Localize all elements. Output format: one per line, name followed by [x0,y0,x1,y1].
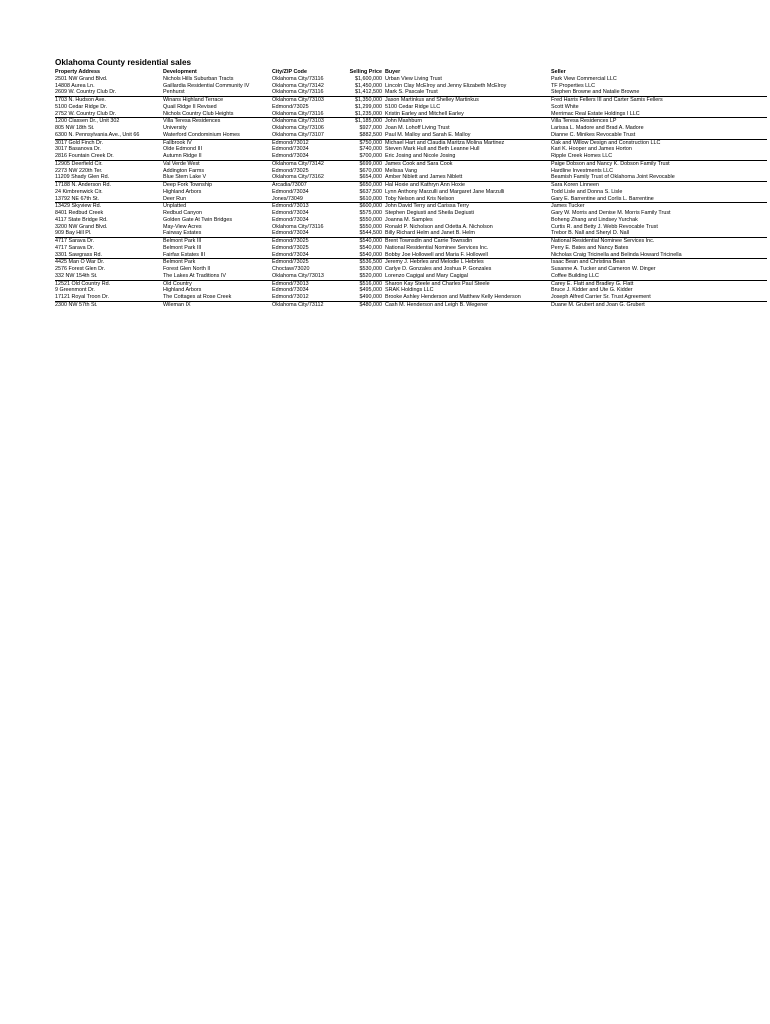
cell-property-address: 9 Greenmont Dr. [55,287,95,294]
cell-city-zip: Edmond/73034 [272,216,309,223]
cell-city-zip: Oklahoma City/73142 [272,160,324,167]
cell-buyer: Joanna M. Samples [385,216,433,223]
cell-development: Olde Edmond III [163,146,202,153]
cell-buyer: Toby Nelson and Kris Nelson [385,196,551,203]
cell-development: Belmont Park III [163,244,202,251]
cell-seller: Susanne A. Tucker and Cameron W. Dinger [551,266,656,272]
cell-buyer: Mark S. Pascale Trust [385,89,551,96]
cell-seller: Villa Teresa Residences LP [551,118,617,125]
cell-seller: Hardline Investments LLC [551,167,614,174]
cell-seller: Nicholas Craig Tricinella and Belinda Howard Tricinella [551,252,767,259]
cell-development: Penhurst [163,89,272,96]
cell-buyer: Steven Mark Hull and Beth Leanne Hull [385,146,480,153]
cell-selling-price: $540,000 [338,252,385,259]
cell-property-address: 11209 Shady Glen Rd. [55,174,163,181]
cell-selling-price: $1,299,000 [355,103,382,110]
table-row [55,301,767,308]
cell-selling-price: $490,000 [338,294,385,301]
cell-city-zip: Edmond/73013 [272,203,309,210]
cell-selling-price: $650,000 [359,182,382,188]
cell-buyer: Brent Townsdin and Carrie Townsdin [385,238,473,244]
cell-selling-price: $520,000 [338,273,385,280]
column-header-development: Development [163,69,197,75]
cell-seller: Coffee Building LLC [551,273,767,280]
table-row [55,210,767,217]
cell-city-zip: Oklahoma City/73013 [272,273,338,280]
sales-sheet [55,58,767,309]
cell-property-address: 3200 NW Grand Blvd. [55,223,108,230]
cell-development: Old Country [163,280,192,287]
cell-property-address: 4717 Sarava Dr. [55,244,94,251]
sales-table [55,69,767,309]
cell-buyer: 5100 Cedar Ridge LLC [385,103,441,110]
cell-city-zip: Edmond/73034 [272,287,309,294]
cell-city-zip: Choctaw/73020 [272,266,310,272]
table-row [55,111,767,118]
cell-development: Fairway Estates [163,230,272,237]
cell-development: Val Verde West [163,160,200,167]
cell-property-address: 17121 Royal Troon Dr. [55,294,163,301]
cell-city-zip: Arcadia/73007 [272,182,307,188]
cell-development: Fallbrook IV [163,139,192,146]
cell-property-address: 13792 NE 67th St. [55,196,163,203]
cell-development: Redbud Canyon [163,210,202,216]
table-body [55,76,767,309]
cell-city-zip: Edmond/73034 [272,230,338,237]
cell-city-zip: Edmond/73025 [272,244,309,251]
cell-buyer: Michael Hart and Claudia Maritza Molina Martinez [385,139,505,146]
cell-selling-price: $540,000 [359,244,382,251]
cell-buyer: John David Terry and Carissa Terry [385,203,469,210]
cell-city-zip: Edmond/73025 [272,238,309,244]
cell-development: Waterford Condominium Homes [163,132,272,139]
cell-selling-price: $495,000 [359,287,382,294]
cell-selling-price: $927,000 [359,125,382,131]
cell-buyer: John Mashburn [385,118,423,125]
cell-seller: Bruce J. Kidder and Ute G. Kidder [551,287,633,294]
cell-selling-price: $550,000 [359,216,382,223]
cell-development: Winans Highland Terrace [163,97,224,103]
cell-seller: Dianne C. Minikes Revocable Trust [551,132,767,139]
cell-selling-price: $1,185,000 [355,118,382,125]
cell-buyer: Billy Richard Helm and Janet B. Helm [385,230,551,237]
cell-buyer: Jeremy J. Hebrles and Melodie L Hebrles [385,259,484,266]
cell-buyer: Kristin Earley and Mitchell Earley [385,111,551,118]
cell-property-address: 8401 Redbud Creek [55,210,104,216]
cell-property-address: 2816 Fountain Creek Dr. [55,153,163,160]
cell-selling-price: $750,000 [359,139,382,146]
table-row [55,294,767,301]
cell-buyer: Paul M. Malloy and Sarah E. Malloy [385,132,551,139]
cell-selling-price: $1,235,000 [338,111,385,118]
cell-seller: Larissa L. Madore and Brad A. Madore [551,125,644,131]
cell-buyer: Lynn Anthony Marzulli and Margaret Jane Marzulli [385,188,505,195]
cell-development: Highland Arbors [163,188,202,195]
page-title: Oklahoma County residential sales [55,58,192,67]
cell-development: Deer Run [163,196,272,203]
cell-property-address: 13429 Skyview Rd. [55,203,102,210]
cell-property-address: 1703 N. Hudson Ave. [55,97,106,103]
cell-development: Golden Gate At Twin Bridges [163,216,233,223]
cell-property-address: 14808 Aurea Ln. [55,82,95,89]
cell-buyer: Amber Niblett and James Niblett [385,174,551,181]
cell-selling-price: $882,500 [338,132,385,139]
column-header-price: Selling Price [349,69,382,75]
cell-city-zip: Oklahoma City/73162 [272,174,338,181]
cell-buyer: Lincoln Clay McElroy and Jenny Elizabeth McElroy [385,82,507,89]
table-row [55,230,767,237]
cell-seller: Stephen Browne and Natalie Browne [551,89,767,96]
column-header-city-zip: City/ZIP Code [272,69,307,75]
cell-property-address: 12905 Deerfield Cir. [55,160,103,167]
cell-selling-price: $1,412,500 [338,89,385,96]
cell-city-zip: Jones/73049 [272,196,338,203]
cell-property-address: 4717 Sarava Dr. [55,238,94,244]
cell-buyer: Hal Hoxie and Kathryn Ann Hoxie [385,182,466,188]
cell-seller: Todd Lisle and Donna S. Lisle [551,188,623,195]
cell-property-address: 6300 N. Pennsylvania Ave., Unit 66 [55,132,163,139]
cell-buyer: Sharon Kay Steele and Charles Paul Steele [385,280,490,287]
table-row [55,89,767,96]
cell-selling-price: $600,000 [359,203,382,210]
cell-seller: Perry E. Bates and Nancy Bates [551,244,629,251]
cell-development: Fairfax Estates III [163,252,272,259]
cell-selling-price: $544,500 [338,230,385,237]
table-row [55,238,767,245]
cell-buyer: National Residential Nominee Services Inc. [385,244,489,251]
cell-development: Gaillardia Residential Community IV [163,82,250,89]
cell-development: Deep Fork Township [163,182,213,188]
cell-selling-price: $740,000 [359,146,382,153]
table-row [55,76,767,83]
cell-property-address: 332 NW 154th St. [55,273,163,280]
cell-city-zip: Oklahoma City/73116 [272,89,338,96]
cell-property-address: 3301 Sawgrass Rd. [55,252,163,259]
cell-development: Autumn Ridge II [163,153,272,160]
cell-property-address: 909 Bay Hill Pl. [55,230,163,237]
cell-seller: Trebor B. Nall and Sheryl D. Nall [551,230,767,237]
cell-buyer: Cash M. Henderson and Leigh B. Wegener [385,301,488,308]
cell-selling-price: $550,000 [359,223,382,230]
cell-city-zip: Oklahoma City/73103 [272,97,324,103]
cell-seller: Isaac Bean and Christina Bean [551,259,626,266]
table-row [55,146,767,153]
cell-city-zip: Edmond/73034 [272,153,338,160]
cell-property-address: 2501 NW Grand Blvd. [55,75,108,82]
column-header-address: Property Address [55,69,101,75]
cell-selling-price: $700,000 [338,153,385,160]
cell-selling-price: $1,450,000 [355,82,382,89]
cell-seller: Boheng Zhang and Lindsey Yurchak [551,216,638,223]
cell-development: Belmont Park [163,259,196,266]
cell-development: Blue Stem Lake V [163,174,272,181]
cell-seller: National Residential Nominee Services Inc. [551,238,655,244]
cell-seller: Duane M. Grubert and Joan G. Grubert [551,301,645,308]
cell-city-zip: Edmond/73012 [272,294,338,301]
cell-selling-price: $530,000 [359,266,382,272]
cell-seller: TF Properties LLC [551,82,596,89]
cell-city-zip: Edmond/73025 [272,259,309,266]
table-row [55,168,767,175]
cell-city-zip: Edmond/73025 [272,167,309,174]
cell-seller: Sara Koren Linneen [551,182,599,188]
cell-development: Wileman IX [163,301,191,308]
table-row [55,273,767,280]
cell-buyer: Joan M. Lohoff Living Trust [385,125,450,131]
cell-development: Unplatted [163,203,187,210]
cell-city-zip: Edmond/73034 [272,252,338,259]
column-header-buyer: Buyer [385,69,401,75]
cell-development: The Lakes At Traditions IV [163,273,272,280]
table-row [55,153,767,160]
cell-property-address: 2752 W. Country Club Dr. [55,111,163,118]
cell-seller: Beamish Family Trust of Oklahoma Joint Revocable [551,174,767,181]
cell-property-address: 2609 W. Country Club Dr. [55,89,163,96]
table-row [55,132,767,139]
cell-city-zip: Edmond/73012 [272,139,309,146]
cell-city-zip: Edmond/73025 [272,103,309,110]
cell-buyer: Jason Martinkus and Shelley Martinkus [385,97,479,103]
table-row [55,182,767,189]
cell-buyer: Stephen Degiusti and Sheila Degiusti [385,210,475,216]
cell-property-address: 3017 Basanova Dr. [55,146,101,153]
cell-city-zip: Oklahoma City/73107 [272,132,338,139]
cell-property-address: 5100 Cedar Ridge Dr. [55,103,108,110]
cell-buyer: SRAK Holdings LLC [385,287,434,294]
cell-selling-price: $670,000 [359,167,382,174]
cell-development: May-View Acres [163,223,202,230]
table-row [55,266,767,273]
table-row [55,104,767,111]
cell-selling-price: $536,500 [359,259,382,266]
table-row [55,196,767,203]
cell-seller: Oak and Willow Design and Construction LLC [551,139,661,146]
cell-city-zip: Edmond/73034 [272,146,309,153]
cell-seller: Ripple Creek Homes LLC [551,153,767,160]
cell-property-address: 17188 N. Anderson Rd. [55,182,112,188]
cell-property-address: 2300 NW 57th St. [55,301,98,308]
cell-selling-price: $1,600,000 [355,75,382,82]
cell-property-address: 24 Kimbrenwick Cir. [55,188,103,195]
cell-buyer: Carlye D. Gonzales and Joshua P. Gonzales [385,266,492,272]
cell-development: Nichols Hills Suburban Tracts [163,75,234,82]
cell-city-zip: Oklahoma City/73103 [272,118,324,125]
cell-property-address: 1200 Classen Dr., Unit 302 [55,118,120,125]
cell-city-zip: Edmond/73034 [272,210,309,216]
table-row [55,160,767,167]
cell-development: The Cottages at Rose Creek [163,294,272,301]
cell-selling-price: $699,000 [359,160,382,167]
cell-development: Belmont Park III [163,238,202,244]
table-row [55,139,767,146]
cell-seller: Paige Dobson and Nancy K. Dobson Family Trust [551,160,670,167]
cell-seller: Scott White [551,103,579,110]
table-row [55,97,767,104]
table-row [55,217,767,224]
cell-development: Quail Ridge II Revised [163,103,217,110]
cell-property-address: 4425 Man O War Dr. [55,259,105,266]
cell-selling-price: $654,000 [338,174,385,181]
cell-selling-price: $575,000 [359,210,382,216]
cell-seller: Park View Commercial LLC [551,75,617,82]
cell-seller: Gary W. Morris and Denise M. Morris Family Trust [551,210,671,216]
cell-property-address: 4117 State Bridge Rd. [55,216,108,223]
cell-development: Villa Teresa Residences [163,118,221,125]
cell-selling-price: $1,350,000 [355,97,382,103]
cell-selling-price: $540,000 [359,238,382,244]
cell-selling-price: $480,000 [359,301,382,308]
cell-city-zip: Oklahoma City/73142 [272,82,324,89]
table-row [55,174,767,181]
cell-seller: Merrimac Real Estate Holdings I LLC [551,111,767,118]
table-row [55,287,767,294]
cell-buyer: Brooke Ashley Henderson and Matthew Kelly Henderson [385,294,551,301]
cell-buyer: Melissa Vang [385,167,417,174]
cell-selling-price: $516,000 [359,280,382,287]
cell-development: Highland Arbors [163,287,202,294]
cell-development: Forest Glen North II [163,266,211,272]
cell-seller: Gary E. Barrentine and Corlis L. Barrentine [551,196,767,203]
cell-seller: Kari K. Hooper and James Horton [551,146,632,153]
cell-city-zip: Edmond/73013 [272,280,309,287]
cell-buyer: Bobby Joe Hollowell and Maria F. Hollowell [385,252,551,259]
cell-seller: James Tucker [551,203,585,210]
table-row [55,189,767,196]
cell-property-address: 2273 NW 220th Ter. [55,167,103,174]
cell-property-address: 12521 Old Country Rd. [55,280,111,287]
header-row [55,69,767,76]
cell-buyer: Urban View Living Trust [385,75,442,82]
table-row [55,259,767,266]
cell-selling-price: $610,000 [338,196,385,203]
cell-development: Nichols Country Club Heights [163,111,272,118]
table-row [55,125,767,132]
table-row [55,245,767,252]
cell-property-address: 3017 Gold Finch Dr. [55,139,103,146]
cell-seller: Joseph Alfred Carrier Sr. Trust Agreement [551,294,767,301]
cell-development: University [163,125,187,131]
cell-property-address: 2576 Forest Glen Dr. [55,266,106,272]
cell-city-zip: Oklahoma City/73106 [272,125,324,131]
table-row [55,203,767,210]
cell-buyer: James Cook and Sara Cook [385,160,453,167]
cell-seller: Curtis R. and Betty J. Webb Revocable Trust [551,223,658,230]
cell-seller: Carey E. Flatt and Bradley G. Flatt [551,280,634,287]
cell-city-zip: Oklahoma City/73116 [272,223,324,230]
cell-city-zip: Edmond/73034 [272,188,309,195]
cell-selling-price: $637,500 [359,188,382,195]
column-header-seller: Seller [551,69,566,75]
table-row [55,252,767,259]
cell-property-address: 805 NW 18th St. [55,125,95,131]
cell-city-zip: Oklahoma City/73112 [272,301,324,308]
table-row [55,280,767,287]
cell-city-zip: Oklahoma City/73116 [272,75,324,82]
cell-development: Addington Farms [163,167,205,174]
table-row [55,224,767,231]
table-row [55,118,767,125]
cell-city-zip: Oklahoma City/73116 [272,111,338,118]
cell-buyer: Lorenzo Cagigal and Mary Cagigal [385,273,551,280]
table-row [55,83,767,90]
cell-buyer: Ronald P. Nicholson and Odetta A. Nicholson [385,223,493,230]
cell-seller: Fred Harris Fellers III and Carter Samis Fellers [551,97,663,103]
cell-buyer: Eric Josing and Nicole Josing [385,153,551,160]
